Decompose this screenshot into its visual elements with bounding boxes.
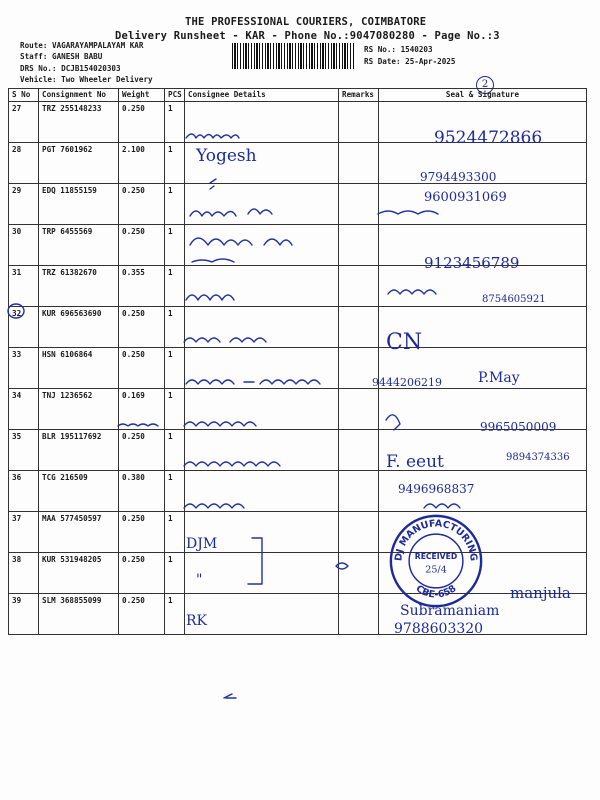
- row-remarks: [339, 266, 379, 307]
- row-consignee: [185, 389, 339, 430]
- signature-phone-29: 9600931069: [424, 190, 507, 205]
- row-consignee: [185, 471, 339, 512]
- row-consignment: TRP 6455569: [39, 225, 119, 266]
- consignee-name-37: DJM: [186, 536, 218, 552]
- row-weight: 0.250: [119, 348, 165, 389]
- row-pcs: 1: [165, 307, 185, 348]
- col-weight: Weight: [119, 89, 165, 102]
- row-consignee: [185, 348, 339, 389]
- table-row: [9, 430, 587, 471]
- row-consignee: [185, 184, 339, 225]
- row-weight: 0.169: [119, 389, 165, 430]
- row-consignment: BLR 195117692: [39, 430, 119, 471]
- row-remarks: [339, 143, 379, 184]
- row-weight: 0.250: [119, 307, 165, 348]
- row-remarks: [339, 225, 379, 266]
- table-row: [9, 512, 587, 553]
- rs-date: RS Date: 25-Apr-2025: [364, 57, 456, 66]
- row-pcs: 1: [165, 594, 185, 635]
- consignee-name-28: Yogesh: [196, 146, 257, 166]
- svg-text:CBE-658: [414, 583, 459, 601]
- row-sno: 37: [9, 512, 39, 553]
- company-stamp: [388, 513, 484, 609]
- row-weight: 0.250: [119, 184, 165, 225]
- row-weight: 0.355: [119, 266, 165, 307]
- rs-number: RS No.: 1540203: [364, 45, 433, 54]
- col-signature: Seal & Signature: [379, 89, 587, 102]
- stamp-bottom-text: CBE-658: [413, 583, 459, 601]
- row-pcs: 1: [165, 225, 185, 266]
- barcode: [232, 43, 354, 69]
- row-consignment: TCG 216509: [39, 471, 119, 512]
- row-remarks: [339, 594, 379, 635]
- signature-name-39: Subramaniam: [400, 603, 500, 619]
- row-pcs: 1: [165, 184, 185, 225]
- table-row: [9, 553, 587, 594]
- row-weight: 0.250: [119, 512, 165, 553]
- row-remarks: [339, 102, 379, 143]
- row-consignee: [185, 430, 339, 471]
- bottom-mark: [224, 694, 236, 698]
- stamp-top-text: DJ MANUFACTURING: [393, 518, 479, 562]
- row-consignment: EDQ 11855159: [39, 184, 119, 225]
- col-pcs: PCS: [165, 89, 185, 102]
- row-pcs: 1: [165, 348, 185, 389]
- row-pcs: 1: [165, 553, 185, 594]
- row-consignment: HSN 6106864: [39, 348, 119, 389]
- stamp-received: RECEIVED: [414, 552, 458, 562]
- row-consignment: KUR 696563690: [39, 307, 119, 348]
- row-pcs: 1: [165, 430, 185, 471]
- row-weight: 0.380: [119, 471, 165, 512]
- row-sno: 33: [9, 348, 39, 389]
- row-weight: 2.100: [119, 143, 165, 184]
- signature-name-38: manjula: [510, 584, 571, 602]
- signature-phone-31: 9123456789: [424, 254, 520, 272]
- table-row: [9, 143, 587, 184]
- row-sno: 39: [9, 594, 39, 635]
- row-sno: 34: [9, 389, 39, 430]
- row-sno: 27: [9, 102, 39, 143]
- row-remarks: [339, 553, 379, 594]
- row-weight: 0.250: [119, 430, 165, 471]
- signature-33: CN: [386, 330, 423, 355]
- drs-number: DRS No.: DCJB154020303: [20, 64, 121, 73]
- row-pcs: 1: [165, 266, 185, 307]
- row-consignment: KUR 531948205: [39, 553, 119, 594]
- row-remarks: [339, 184, 379, 225]
- row-remarks: [339, 307, 379, 348]
- row-weight: 0.250: [119, 102, 165, 143]
- circled-page-mark: 2: [476, 76, 494, 94]
- row-sno: 38: [9, 553, 39, 594]
- table-row: [9, 471, 587, 512]
- row-pcs: 1: [165, 143, 185, 184]
- signature-phone-36: 9894374336: [506, 452, 570, 463]
- col-consignment: Consignment No: [39, 89, 119, 102]
- row-pcs: 1: [165, 102, 185, 143]
- route-label: Route: VAGARAYAMPALAYAM KAR: [20, 41, 144, 50]
- row-consignment: SLM 368855099: [39, 594, 119, 635]
- table-row: [9, 594, 587, 635]
- row-pcs: 1: [165, 471, 185, 512]
- runsheet-subtitle: Delivery Runsheet - KAR - Phone No.:9047080280 - Page No.:3: [115, 30, 500, 42]
- row-weight: 0.250: [119, 594, 165, 635]
- col-sno: S No: [9, 89, 39, 102]
- company-title: THE PROFESSIONAL COURIERS, COIMBATORE: [185, 16, 427, 28]
- signature-phone-39: 9788603320: [394, 621, 484, 637]
- consignee-ditto-37: ": [196, 572, 203, 588]
- row-consignee: [185, 553, 339, 594]
- row-consignment: TRZ 255148233: [39, 102, 119, 143]
- row-remarks: [339, 430, 379, 471]
- row-consignment: TNJ 1236562: [39, 389, 119, 430]
- row-sno: 36: [9, 471, 39, 512]
- row-weight: 0.250: [119, 553, 165, 594]
- row-sno: 28: [9, 143, 39, 184]
- row-remarks: [339, 512, 379, 553]
- row-sno: 29: [9, 184, 39, 225]
- row-weight: 0.250: [119, 225, 165, 266]
- row-consignment: PGT 7601962: [39, 143, 119, 184]
- signature-phone-32: 8754605921: [482, 294, 546, 305]
- row-sno: 30: [9, 225, 39, 266]
- signature-phone-37: 9496968837: [398, 482, 475, 496]
- row-consignee: [185, 307, 339, 348]
- row-pcs: 1: [165, 512, 185, 553]
- row-pcs: 1: [165, 389, 185, 430]
- runsheet-table: [8, 88, 587, 635]
- signature-name-36: F. eeut: [386, 452, 444, 472]
- consignee-name-39: RK: [186, 613, 207, 629]
- row-consignee: [185, 225, 339, 266]
- signature-phone-35: 9965050009: [480, 420, 557, 434]
- row-consignee: [185, 266, 339, 307]
- table-header-row: [9, 89, 587, 102]
- col-remarks: Remarks: [339, 89, 379, 102]
- row-consignment: TRZ 61382670: [39, 266, 119, 307]
- row-sno: 32: [9, 307, 39, 348]
- col-consignee: Consignee Details: [185, 89, 339, 102]
- signature-name-34: P.May: [478, 370, 520, 386]
- row-consignee: [185, 594, 339, 635]
- signature-phone-34: 9444206219: [372, 376, 442, 389]
- table-row: [9, 307, 587, 348]
- row-remarks: [339, 389, 379, 430]
- row-sno: 31: [9, 266, 39, 307]
- row-consignment: MAA 577450597: [39, 512, 119, 553]
- row-consignee: [185, 102, 339, 143]
- vehicle-label: Vehicle: Two Wheeler Delivery: [20, 75, 153, 84]
- staff-label: Staff: GANESH BABU: [20, 52, 103, 61]
- signature-phone-27: 9524472866: [434, 128, 543, 148]
- stamp-date: 25/4: [425, 564, 447, 576]
- signature-phone-28: 9794493300: [420, 170, 497, 184]
- row-sno: 35: [9, 430, 39, 471]
- row-remarks: [339, 471, 379, 512]
